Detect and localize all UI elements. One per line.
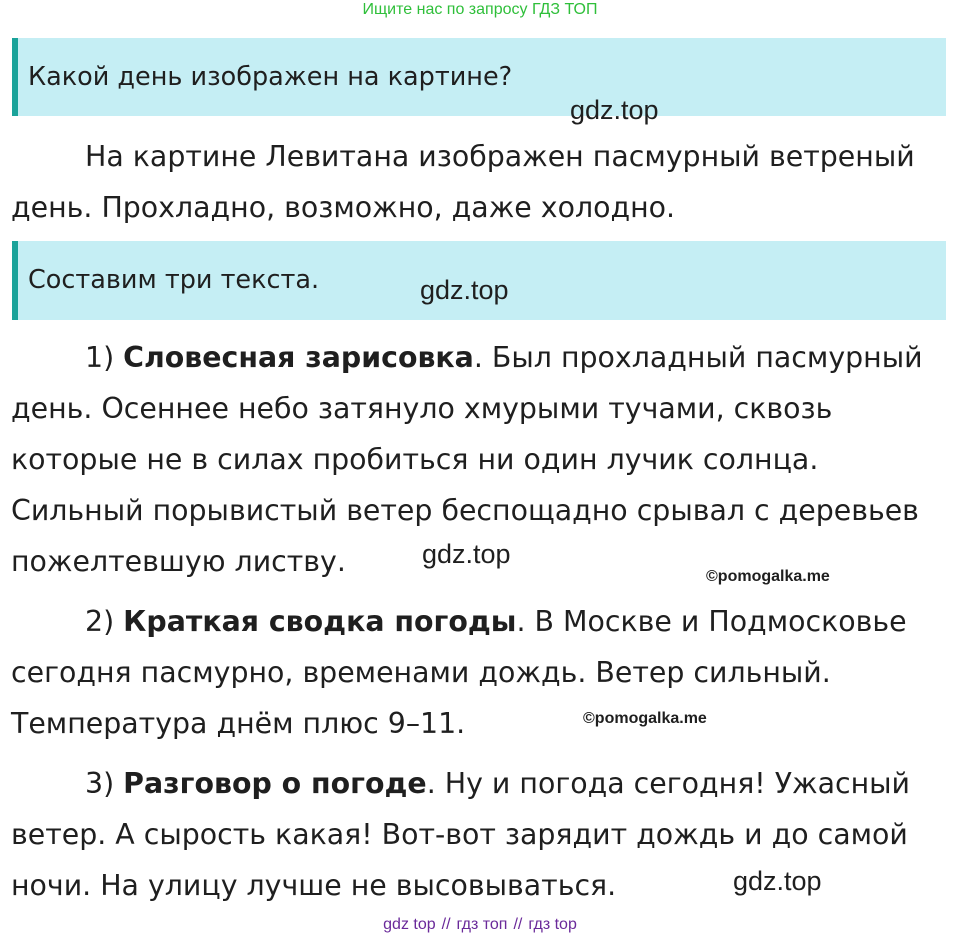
question-text: Какой день изображен на картине? xyxy=(28,62,513,92)
item-text: . Ну и погода сегодня! Ужасный ветер. А сырость какая! Вот-вот зарядит дождь и до самой ночи. На улицу лучше не высовываться. xyxy=(11,767,911,902)
list-item xyxy=(11,596,951,749)
item-number: 1) xyxy=(85,341,115,374)
watermark-gdz: gdz.top xyxy=(422,539,511,569)
item-number: 3) xyxy=(85,767,115,800)
item-title: Краткая сводка погоды xyxy=(123,605,517,638)
question-box xyxy=(12,38,946,116)
footer-separator: // xyxy=(513,916,523,933)
item-text: . Был прохладный пасмурный день. Осеннее небо затянуло хмурыми тучами, сквозь которые не в силах пробиться ни один лучик солнца. Сильный порывистый ветер беспощадно срывал с деревьев пожелтевшую листву. xyxy=(11,341,923,578)
answer-paragraph xyxy=(11,131,951,233)
task-text: Составим три текста. xyxy=(28,265,320,295)
footer-link[interactable]: гдз top xyxy=(528,916,577,933)
answer-text: На картине Левитана изображен пасмурный ветреный день. Прохладно, возможно, даже холодно. xyxy=(11,140,915,224)
footer-link[interactable]: gdz top xyxy=(383,916,436,933)
item-number: 2) xyxy=(85,605,115,638)
watermark-copyright: ©pomogalka.me xyxy=(583,710,707,727)
search-banner: Ищите нас по запросу ГДЗ ТОП xyxy=(362,1,598,18)
footer-links xyxy=(0,916,960,934)
footer-separator: // xyxy=(441,916,451,933)
watermark-gdz: gdz.top xyxy=(570,95,659,125)
watermark-copyright: ©pomogalka.me xyxy=(706,568,830,585)
item-title: Разговор о погоде xyxy=(123,767,427,800)
item-text: . В Москве и Подмосковье сегодня пасмурно, временами дождь. Ветер сильный. Температура днём плюс 9–11. xyxy=(11,605,907,740)
watermark-gdz: gdz.top xyxy=(733,866,822,896)
item-title: Словесная зарисовка xyxy=(123,341,474,374)
watermark-gdz: gdz.top xyxy=(420,275,509,305)
footer-link[interactable]: гдз топ xyxy=(456,916,508,933)
